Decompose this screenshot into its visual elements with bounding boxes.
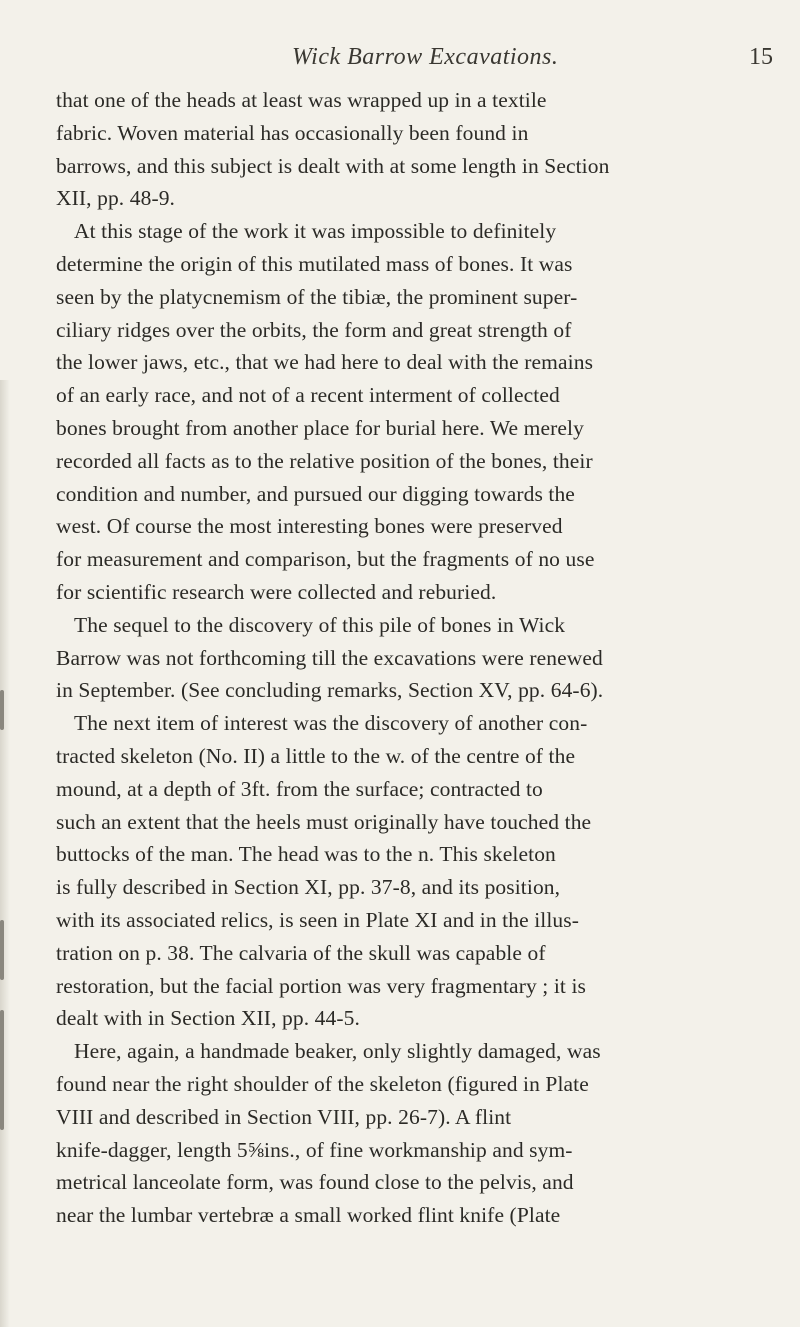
text-line: tracted skeleton (No. II) a little to the w. of the centre of the (56, 743, 576, 768)
text-line: for measurement and comparison, but the fragments of no use (56, 547, 595, 572)
text-line: ciliary ridges over the orbits, the form and great strength of (56, 317, 572, 342)
text-line: Barrow was not forthcoming till the excavations were renewed (56, 645, 603, 670)
text-line: buttocks of the man. The head was to the n. This skeleton (56, 842, 556, 867)
text-line: metrical lanceolate form, was found close to the pelvis, and (56, 1170, 574, 1195)
text-line: of an early race, and not of a recent interment of collected (56, 383, 560, 408)
text-line: dealt with in Section XII, pp. 44-5. (56, 1006, 360, 1031)
text-line: knife-dagger, length 5⅝ins., of fine workmanship and sym- (56, 1137, 573, 1162)
text-line: west. Of course the most interesting bones were preserved (56, 514, 563, 539)
text-line: the lower jaws, etc., that we had here to deal with the remains (56, 350, 594, 375)
text-line: with its associated relics, is seen in Plate XI and in the illus- (56, 907, 579, 932)
text-line: At this stage of the work it was impossible to definitely (74, 219, 557, 244)
text-line: Here, again, a handmade beaker, only slightly damaged, was (74, 1039, 601, 1064)
text-line: for scientific research were collected and reburied. (56, 579, 497, 604)
text-line: recorded all facts as to the relative position of the bones, their (56, 448, 593, 473)
binding-mark (0, 1010, 4, 1130)
text-line: mound, at a depth of 3ft. from the surface; contracted to (56, 776, 543, 801)
binding-mark (0, 920, 4, 980)
text-line: is fully described in Section XI, pp. 37-8, and its position, (56, 875, 561, 900)
text-line: XII, pp. 48-9. (56, 186, 176, 211)
text-line: that one of the heads at least was wrapped up in a textile (56, 88, 547, 112)
binding-mark (0, 690, 4, 730)
text-line: found near the right shoulder of the skeleton (figured in Plate (56, 1071, 589, 1096)
text-line: barrows, and this subject is dealt with at some length in Section (56, 153, 610, 178)
text-line: VIII and described in Section VIII, pp. 26-7). A flint (56, 1104, 512, 1129)
text-line: condition and number, and pursued our digging towards the (56, 481, 575, 506)
text-line: determine the origin of this mutilated mass of bones. It was (56, 251, 573, 276)
text-line: in September. (See concluding remarks, Section XV, pp. 64-6). (56, 678, 604, 703)
text-line: fabric. Woven material has occasionally been found in (56, 120, 529, 145)
text-line: The sequel to the discovery of this pile of bones in Wick (74, 612, 566, 637)
text-line: tration on p. 38. The calvaria of the skull was capable of (56, 940, 546, 965)
page-binding-shadow (0, 380, 10, 1327)
text-line: near the lumbar vertebræ a small worked flint knife (Plate (56, 1203, 561, 1228)
text-line: bones brought from another place for burial here. We merely (56, 415, 584, 440)
running-title: Wick Barrow Excavations. (292, 44, 559, 70)
text-line: The next item of interest was the discovery of another con- (74, 711, 588, 736)
body-text (56, 84, 796, 1232)
text-line: such an extent that the heels must originally have touched the (56, 809, 592, 834)
text-line: restoration, but the facial portion was very fragmentary ; it is (56, 973, 586, 998)
page-number: 15 (749, 44, 773, 70)
page-header (0, 44, 800, 84)
text-line: seen by the platycnemism of the tibiæ, the prominent super- (56, 284, 578, 309)
